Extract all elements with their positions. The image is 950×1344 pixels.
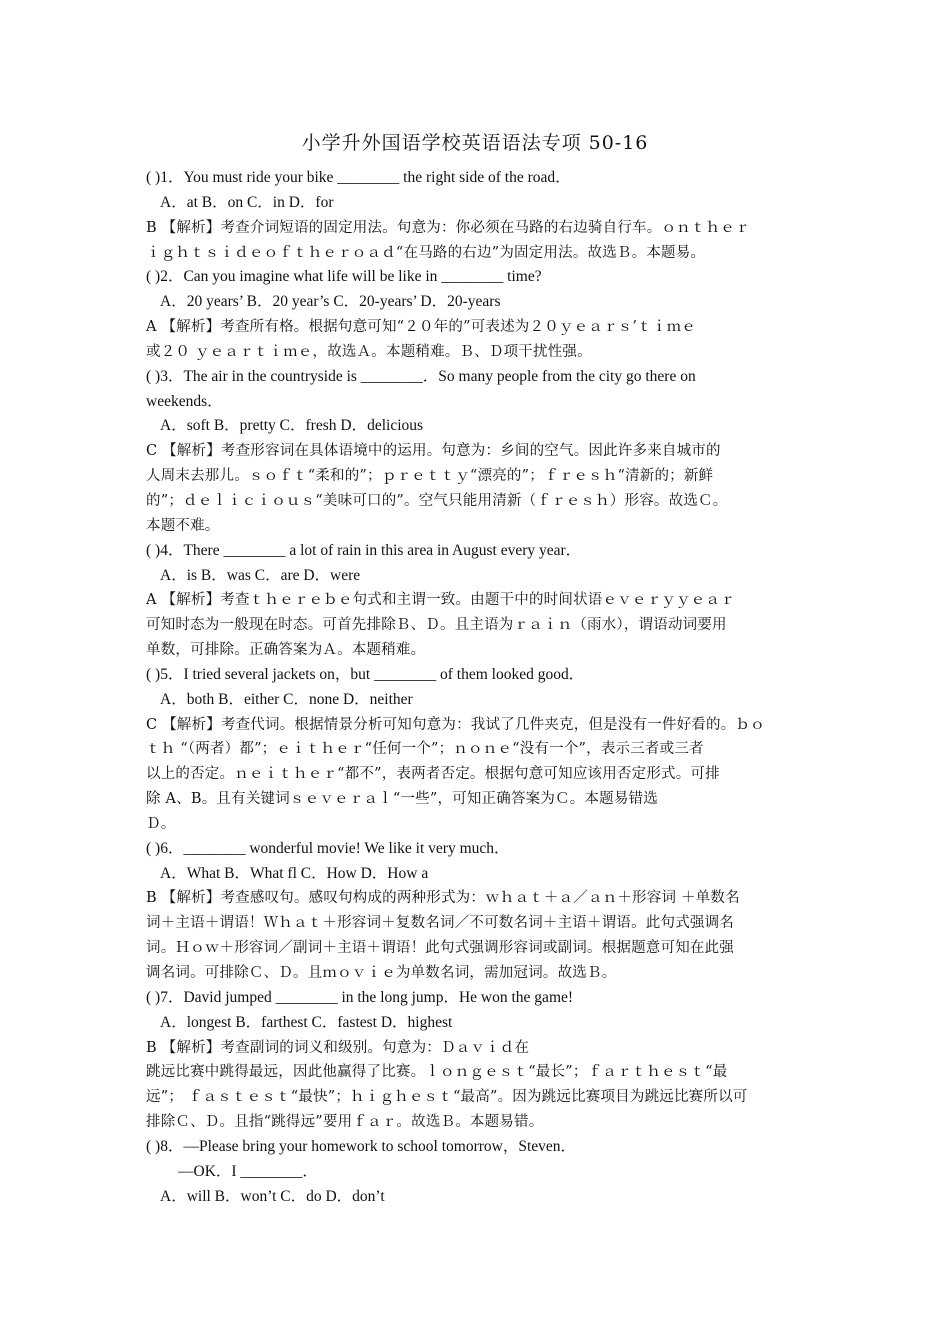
explanation-line: B 【解析】考查介词短语的固定用法。句意为：你必须在马路的右边骑自行车。ｏｎｔｈｅｒ [146,219,750,236]
explanation-line: 本题不难。 [146,517,220,534]
question-line: ( )1．You must ride your bike ________ the right side of the road． [146,169,571,186]
page-title: 小学升外国语学校英语语法专项 50-16 [301,132,649,154]
question-line: ( )4．There ________ a lot of rain in this area in August every year． [146,541,582,559]
options-line: A．soft B．pretty C．fresh D．delicious [160,417,424,435]
explanation-line: 跳远比赛中跳得最远，因此他赢得了比赛。ｌｏｎｇｅｓｔ“最长”；ｆａｒｔｈｅｓｔ“最 [146,1064,728,1081]
explanation-line: ｔｈ “（两者）都”；ｅｉｔｈｅｒ“任何一个”；ｎｏｎｅ“没有一个”，表示三者或三者 [146,741,704,758]
explanation-line: 可知时态为一般现在时态。可首先排除Ｂ、Ｄ。且主语为ｒａｉｎ（雨水），谓语动词要用 [146,617,727,634]
question-line: ( )8．—Please bring your homework to school tomorrow，Steven． [146,1137,577,1155]
options-line: A．What B．What fl C．How D．How a [160,864,429,882]
explanation-line: 除 A、B。且有关键词ｓｅｖｅｒａｌ“一些”，可知正确答案为Ｃ。本题易错选 [146,791,658,808]
question-line: ( )6．________ wonderful movie! We like it very much． [146,839,510,857]
explanation-line: C 【解析】考查形容词在具体语境中的运用。句意为：乡间的空气。因此许多来自城市的 [146,443,721,460]
options-line: A．both B．either C．none D．neither [160,690,413,708]
question-line: —OK．I ________． [178,1162,318,1180]
explanation-line: 单数，可排除。正确答案为Ａ。本题稍难。 [146,642,426,659]
options-line: A．at B．on C．in D．for [160,193,334,211]
explanation-line: 调名词。可排除Ｃ、Ｄ。且ｍｏｖｉｅ为单数名词，需加冠词。故选Ｂ。 [146,965,617,981]
explanation-line: 的”；ｄｅｌｉｃｉｏｕｓ“美味可口的”。空气只能用清新（ｆｒｅｓｈ）形容。故选Ｃ。 [146,492,728,509]
explanation-line: A 【解析】考查ｔｈｅｒｅｂｅ句式和主谓一致。由题干中的时间状语ｅｖｅｒｙｙｅａｒ [146,592,735,609]
options-line: A．is B．was C．are D．were [160,566,361,584]
explanation-line: 排除Ｃ、Ｄ。且指“跳得远”要用ｆａｒ。故选Ｂ。本题易错。 [146,1114,544,1131]
options-line: A．20 years’ B．20 year’s C．20-years’ D．20-years [160,293,501,311]
explanation-line: C 【解析】考查代词。根据情景分析可知句意为：我试了几件夹克，但是没有一件好看的。ｂｏ [146,716,765,733]
explanation-line: B 【解析】考查感叹句。感叹句构成的两种形式为：ｗｈａｔ＋ａ／ａｎ＋形容词 ＋单数名 [146,890,740,907]
explanation-line: B 【解析】考查副词的词义和级别。句意为：Ｄａｖｉｄ在 [146,1039,530,1056]
explanation-line: 或２０ ｙｅａｒｔｉｍｅ，故选Ａ。本题稍难。Ｂ、Ｄ项干扰性强。 [146,343,592,360]
explanation-line: ｉｇｈｔｓｉｄｅｏｆｔｈｅｒｏａｄ“在马路的右边”为固定用法。故选Ｂ。本题易。 [146,244,706,261]
options-line: A．will B．won’t C．do D．don’t [160,1187,385,1205]
explanation-line: 以上的否定。ｎｅｉｔｈｅｒ“都不”，表两者否定。根据句意可知应该用否定形式。可排 [146,766,720,783]
explanation-line: Ｄ。 [146,815,176,832]
explanation-line: 词＋主语＋谓语！Ｗｈａｔ＋形容词＋复数名词／不可数名词＋主语＋谓语。此句式强调名 [146,915,734,932]
explanation-line: 远”； ｆａｓｔｅｓｔ“最快”；ｈｉｇｈｅｓｔ“最高”。因为跳远比赛项目为跳远比赛所以可 [146,1089,748,1106]
options-line: A．longest B．farthest C．fastest D．highest [160,1013,453,1031]
question-line: ( )2．Can you imagine what life will be like in ________ time? [146,268,542,286]
question-line: weekends． [146,392,223,410]
question-line: ( )3．The air in the countryside is ________．So many people from the city go there on [146,367,696,385]
question-line: ( )5．I tried several jackets on，but ________ of them looked good． [146,665,585,683]
document-body [146,166,812,1209]
explanation-line: 人周末去那儿。ｓｏｆｔ“柔和的”；ｐｒｅｔｔｙ“漂亮的”；ｆｒｅｓｈ“清新的；新鲜 [146,468,714,485]
explanation-line: 词。Ｈｏｗ＋形容词／副词＋主语＋谓语！此句式强调形容词或副词。根据题意可知在此强 [146,940,734,957]
question-line: ( )7．David jumped ________ in the long jump．He won the game! [146,988,574,1006]
explanation-line: A 【解析】考查所有格。根据句意可知“２０年的”可表述为２０ｙｅａｒｓ’ｔｉｍｅ [146,319,697,336]
